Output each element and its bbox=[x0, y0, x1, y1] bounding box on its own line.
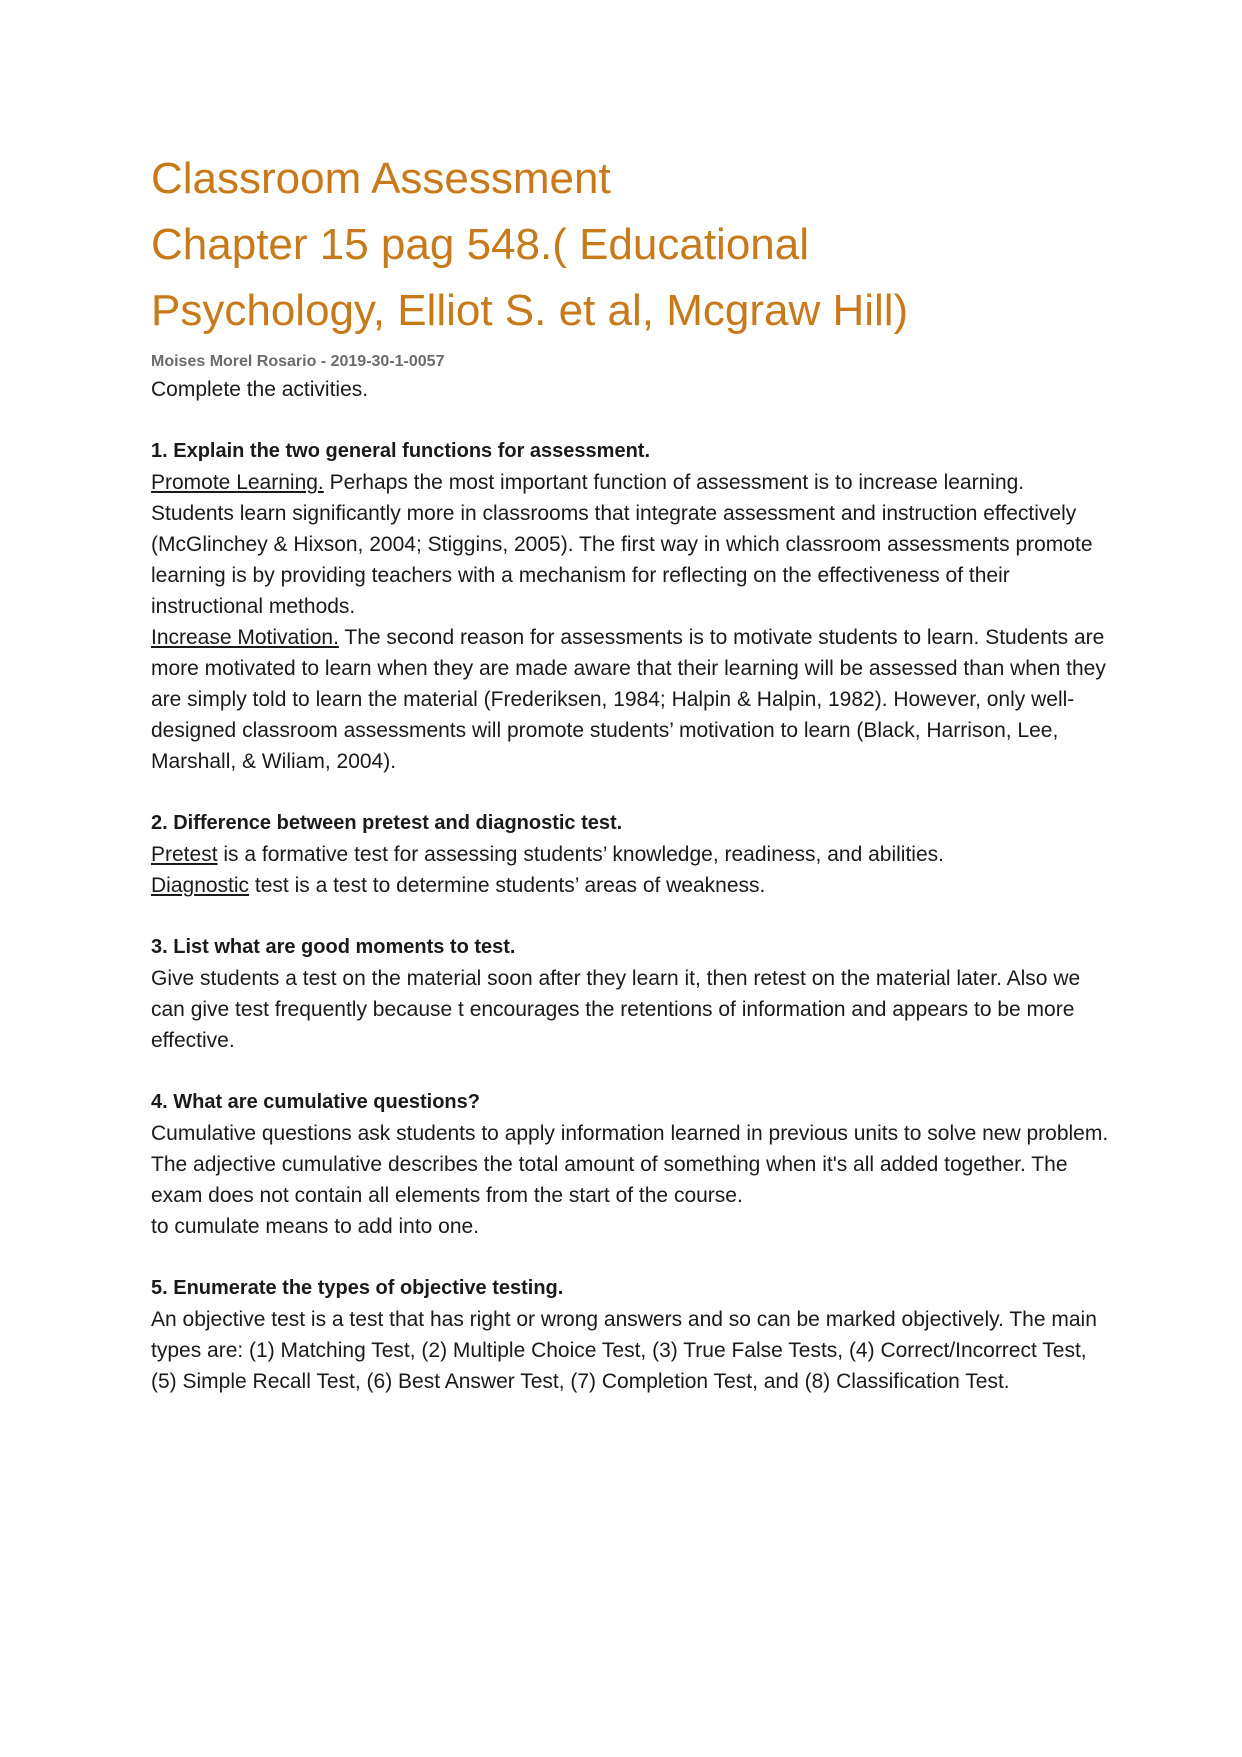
document-title bbox=[151, 146, 1111, 344]
term-pretest: Pretest bbox=[151, 843, 218, 866]
question-4-section bbox=[151, 1087, 1111, 1242]
question-5-heading: 5. Enumerate the types of objective testing. bbox=[151, 1277, 564, 1299]
question-1-section bbox=[151, 436, 1111, 777]
author-line: Moises Morel Rosario - 2019-30-1-0057 bbox=[151, 353, 445, 370]
question-3-heading: 3. List what are good moments to test. bbox=[151, 936, 516, 958]
question-5-section bbox=[151, 1273, 1111, 1397]
question-2-section bbox=[151, 808, 1111, 901]
question-4-heading: 4. What are cumulative questions? bbox=[151, 1091, 480, 1113]
answer-2-paragraph-2 bbox=[151, 870, 1111, 901]
term-diagnostic: Diagnostic bbox=[151, 874, 250, 897]
answer-2-text-2: test is a test to determine students’ areas of weakness. bbox=[249, 874, 766, 897]
answer-1-paragraph-1 bbox=[151, 467, 1111, 622]
title-line-3: Psychology, Elliot S. et al, Mcgraw Hill) bbox=[151, 286, 909, 335]
question-1-heading: 1. Explain the two general functions for assessment. bbox=[151, 440, 651, 462]
answer-1-text-1: Perhaps the most important function of assessment is to increase learning. Students learn significantly more in classrooms that integrate assessment and instruction effectively (McGlinchey & Hixson, 2004; Stiggins, 2005). The first way in which classroom assessments promote learning is by providing teachers with a mechanism for reflecting on the effectiveness of their instructional methods. bbox=[151, 471, 1093, 618]
answer-2-text-1: is a formative test for assessing students’ knowledge, readiness, and abilities. bbox=[217, 843, 944, 866]
question-2-heading: 2. Difference between pretest and diagnostic test. bbox=[151, 812, 623, 834]
answer-5-text: An objective test is a test that has right or wrong answers and so can be marked objectively. The main types are: (1) Matching Test, (2) Multiple Choice Test, (3) True False Tests, (4) Correct/Incorrect Test, (5) Simple Recall Test, (6) Best Answer Test, (7) Completion Test, and (8) Classification Test. bbox=[151, 1308, 1097, 1393]
answer-1-text-2: The second reason for assessments is to motivate students to learn. Students are more motivated to learn when they are made aware that their learning will be assessed than when they are simply told to learn the material (Frederiksen, 1984; Halpin & Halpin, 1982). However, only well-designed classroom assessments will promote students’ motivation to learn (Black, Harrison, Lee, Marshall, & Wiliam, 2004). bbox=[151, 626, 1106, 773]
question-3-section bbox=[151, 932, 1111, 1056]
term-increase-motivation: Increase Motivation. bbox=[151, 626, 339, 649]
term-promote-learning: Promote Learning. bbox=[151, 471, 324, 494]
title-line-2: Chapter 15 pag 548.( Educational bbox=[151, 220, 810, 269]
answer-4-text: Cumulative questions ask students to apply information learned in previous units to solve new problem. The adjective cumulative describes the total amount of something when it's all added together. The exam does not contain all elements from the start of the course. bbox=[151, 1122, 1109, 1207]
answer-3-text: Give students a test on the material soon after they learn it, then retest on the material later. Also we can give test frequently because t encourages the retentions of information and appears to be more effective. bbox=[151, 967, 1081, 1052]
answer-1-paragraph-2 bbox=[151, 622, 1111, 777]
intro-text: Complete the activities. bbox=[151, 378, 369, 401]
title-line-1: Classroom Assessment bbox=[151, 154, 611, 203]
answer-2-paragraph-1 bbox=[151, 839, 1111, 870]
answer-4-text-2: to cumulate means to add into one. bbox=[151, 1215, 480, 1238]
document-page bbox=[151, 146, 1111, 1397]
